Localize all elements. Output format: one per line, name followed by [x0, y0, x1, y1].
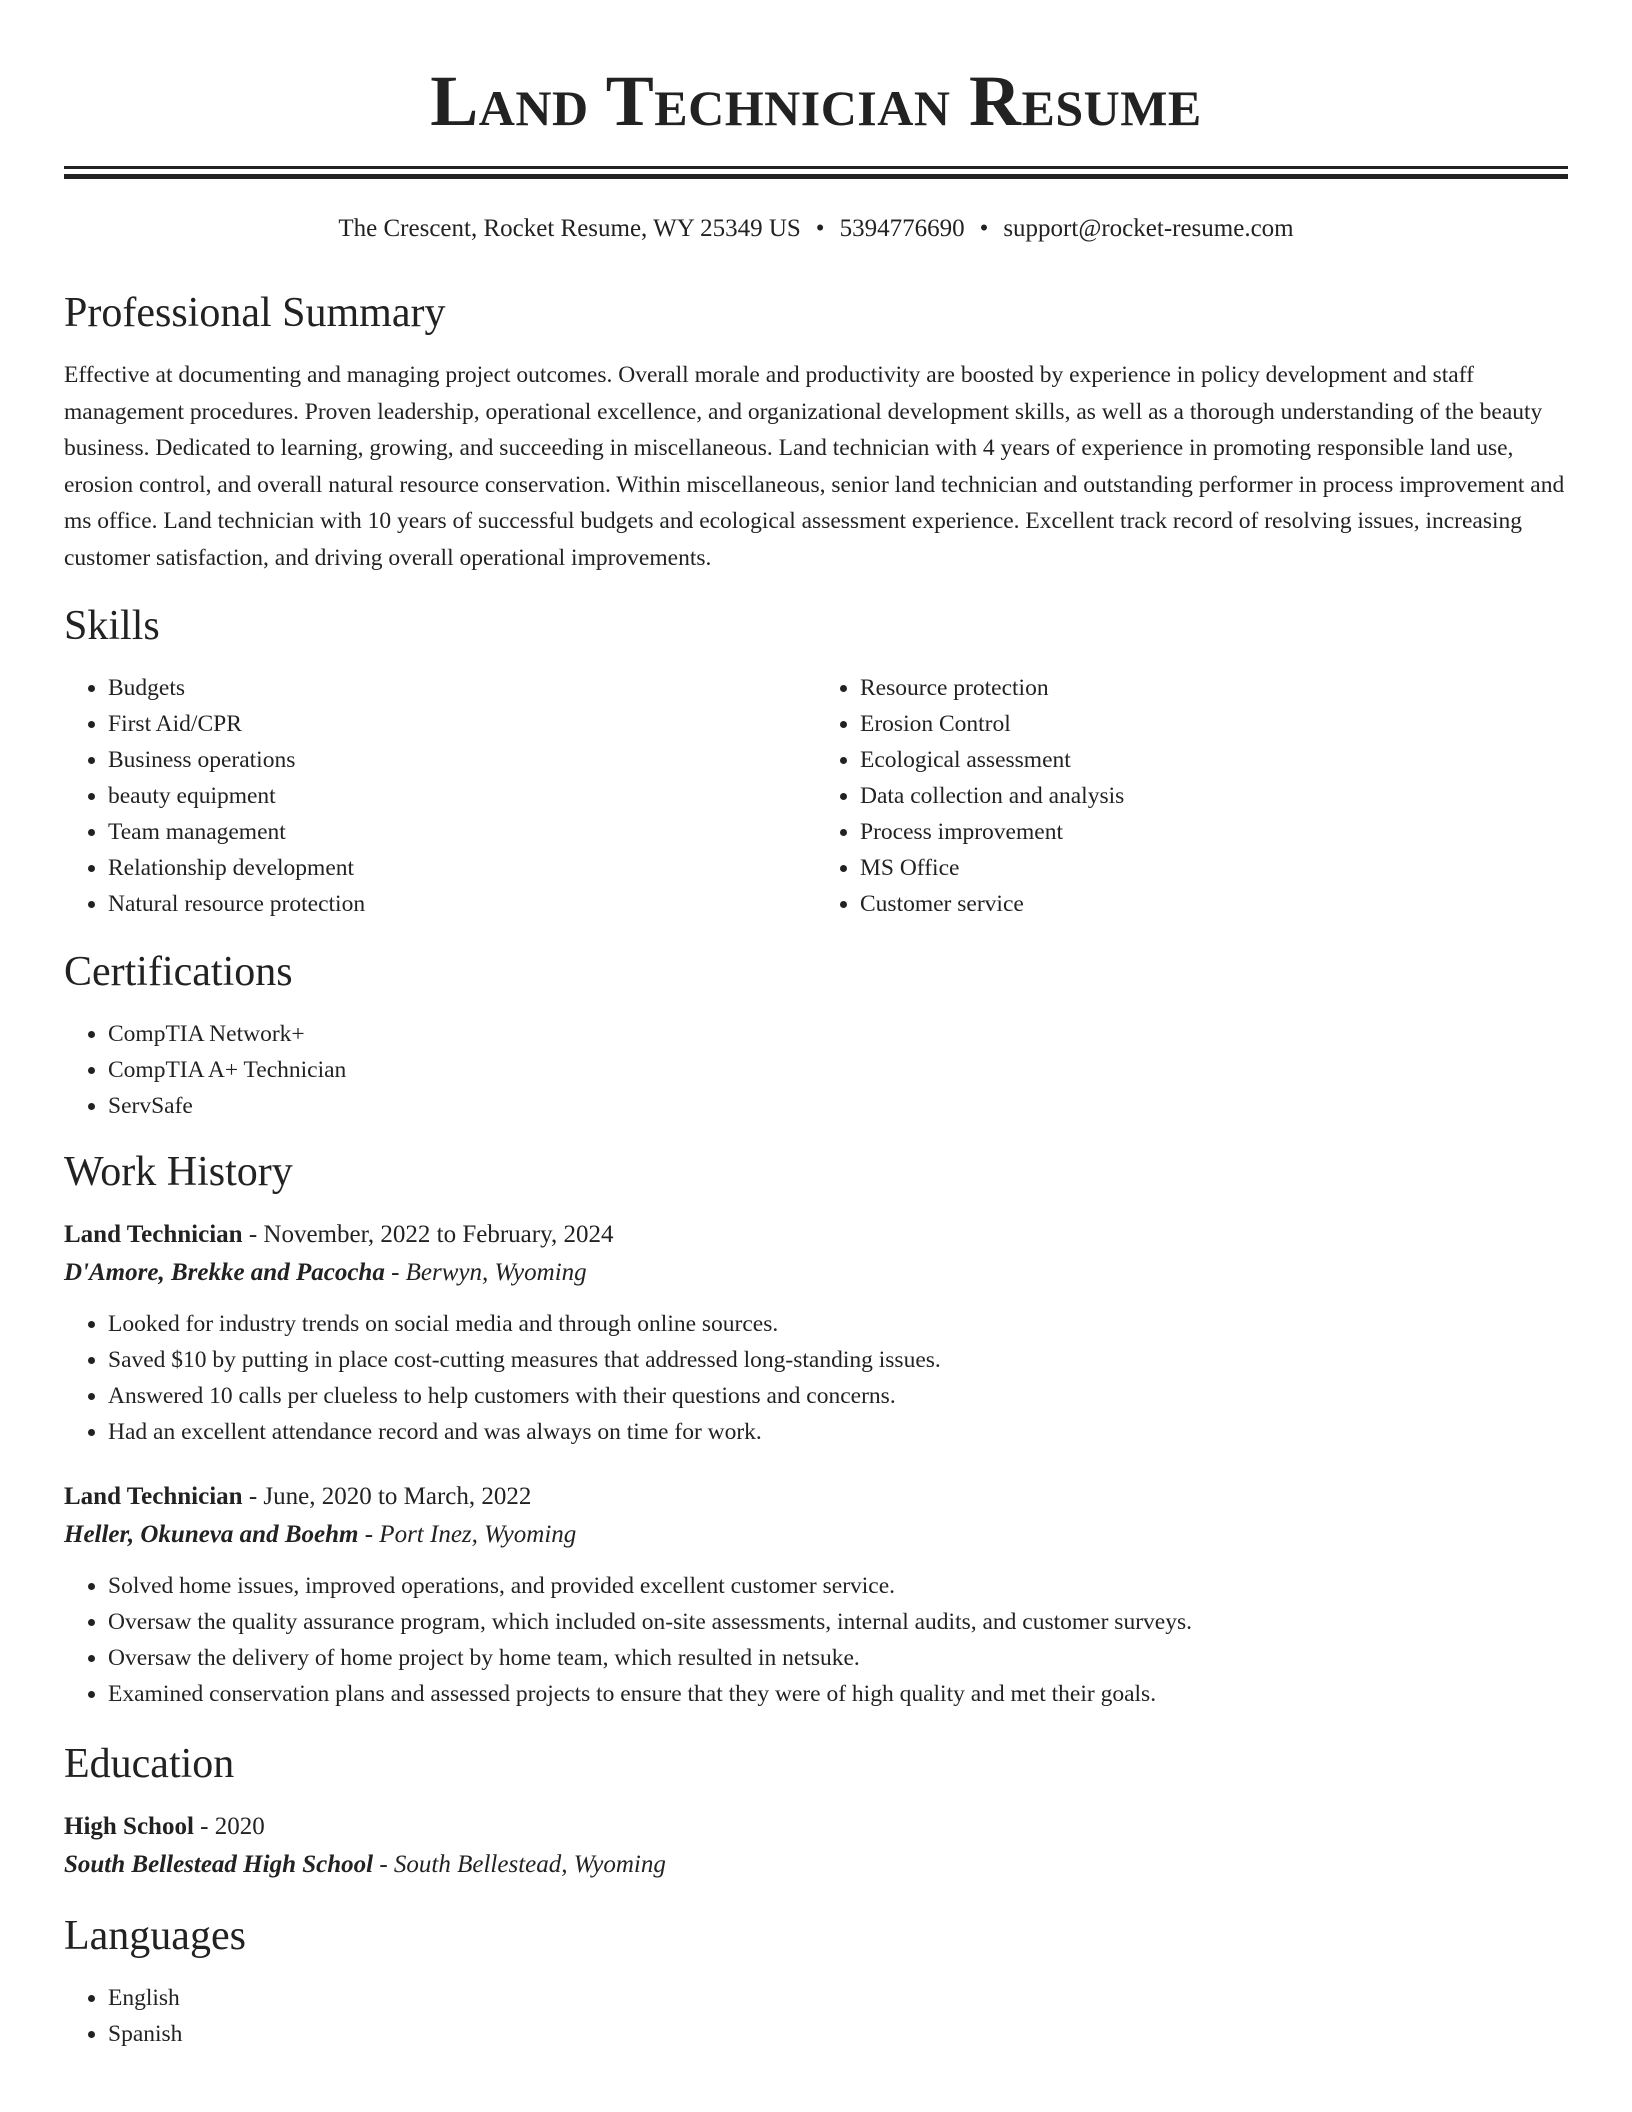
contact-separator: •	[815, 215, 825, 242]
job-dates: - November, 2022 to February, 2024	[242, 1221, 614, 1248]
job-bullet: • Looked for industry trends on social media and through online sources.	[108, 1306, 1568, 1342]
contact-separator: •	[979, 215, 989, 242]
company-name: Heller, Okuneva and Boehm	[64, 1521, 359, 1548]
skills-columns	[64, 670, 1568, 922]
contact-line	[64, 213, 1568, 245]
job-bullets	[64, 1306, 1568, 1450]
job-bullet: • Oversaw the delivery of home project by home team, which resulted in netsuke.	[108, 1640, 1568, 1676]
job-bullet: • Saved $10 by putting in place cost-cutting measures that addressed long-standing issues.	[108, 1342, 1568, 1378]
contact-phone: 5394776690	[839, 215, 965, 242]
resume-title: Land Technician Resume	[430, 61, 1202, 141]
certification-item: • ServSafe	[108, 1088, 1568, 1124]
contact-address: The Crescent, Rocket Resume, WY 25349 US	[338, 215, 801, 242]
job-title: Land Technician	[64, 1221, 243, 1248]
skill-item: • First Aid/CPR	[108, 706, 816, 742]
skills-list-right	[816, 670, 1568, 922]
languages-heading: Languages	[64, 1913, 246, 1959]
contact-email: support@rocket-resume.com	[1003, 215, 1294, 242]
skill-item: • beauty equipment	[108, 778, 816, 814]
language-item: • Spanish	[108, 2016, 1568, 2052]
work-history-heading: Work History	[64, 1149, 293, 1195]
skill-item: • Ecological assessment	[860, 742, 1568, 778]
skills-list-left	[64, 670, 816, 922]
skill-item: • MS Office	[860, 850, 1568, 886]
graduation-year: - 2020	[193, 1813, 265, 1840]
job-bullet: • Solved home issues, improved operations, and provided excellent customer service.	[108, 1568, 1568, 1604]
job-bullet: • Answered 10 calls per clueless to help customers with their questions and concerns.	[108, 1378, 1568, 1414]
skill-item: • Process improvement	[860, 814, 1568, 850]
summary-heading: Professional Summary	[64, 290, 446, 336]
job-bullet: • Oversaw the quality assurance program, which included on-site assessments, internal audits, and customer surveys.	[108, 1604, 1568, 1640]
job-bullet: • Examined conservation plans and assessed projects to ensure that they were of high quality and met their goals.	[108, 1676, 1568, 1712]
certifications-list	[64, 1016, 1568, 1124]
skill-item: • Natural resource protection	[108, 886, 816, 922]
company-location: - Berwyn, Wyoming	[384, 1259, 587, 1286]
summary-text: Effective at documenting and managing project outcomes. Overall morale and productivity are boosted by experience in policy development and staff management procedures. Proven leadership, operational excellence, and organizational development skills, as well as a thorough understanding of the beauty business. Dedicated to learning, growing, and succeeding in miscellaneous. Land technician with 4 years of experience in promoting responsible land use, erosion control, and overall natural resource conservation. Within miscellaneous, senior land technician and outstanding performer in process improvement and ms office. Land technician with 10 years of successful budgets and ecological assessment experience. Excellent track record of resolving issues, increasing customer satisfaction, and driving overall operational improvements.	[64, 362, 1565, 571]
job-bullets	[64, 1568, 1568, 1712]
job-dates: - June, 2020 to March, 2022	[242, 1483, 532, 1510]
skill-item: • Data collection and analysis	[860, 778, 1568, 814]
job-title-line	[64, 1216, 1568, 1254]
languages-list	[64, 1980, 1568, 2052]
skill-item: • Resource protection	[860, 670, 1568, 706]
job-entry	[64, 1478, 1568, 1712]
title-divider-bottom	[64, 174, 1568, 179]
certifications-heading: Certifications	[64, 949, 293, 995]
company-line	[64, 1516, 1568, 1554]
degree-line	[64, 1808, 1568, 1846]
education-heading: Education	[64, 1741, 235, 1787]
degree: High School	[64, 1813, 194, 1840]
skills-heading: Skills	[64, 603, 160, 649]
job-title: Land Technician	[64, 1483, 243, 1510]
school-location: - South Bellestead, Wyoming	[373, 1851, 666, 1878]
company-line	[64, 1254, 1568, 1292]
skill-item: • Team management	[108, 814, 816, 850]
skill-item: • Business operations	[108, 742, 816, 778]
school-name: South Bellestead High School	[64, 1851, 374, 1878]
skill-item: • Customer service	[860, 886, 1568, 922]
skill-item: • Relationship development	[108, 850, 816, 886]
language-item: • English	[108, 1980, 1568, 2016]
skill-item: • Budgets	[108, 670, 816, 706]
education-entry	[64, 1808, 1568, 1884]
title-divider-top	[64, 166, 1568, 169]
company-location: - Port Inez, Wyoming	[358, 1521, 577, 1548]
job-entry	[64, 1216, 1568, 1450]
school-line	[64, 1846, 1568, 1884]
skill-item: • Erosion Control	[860, 706, 1568, 742]
certification-item: • CompTIA Network+	[108, 1016, 1568, 1052]
company-name: D'Amore, Brekke and Pacocha	[64, 1259, 385, 1286]
certification-item: • CompTIA A+ Technician	[108, 1052, 1568, 1088]
job-title-line	[64, 1478, 1568, 1516]
job-bullet: • Had an excellent attendance record and was always on time for work.	[108, 1414, 1568, 1450]
